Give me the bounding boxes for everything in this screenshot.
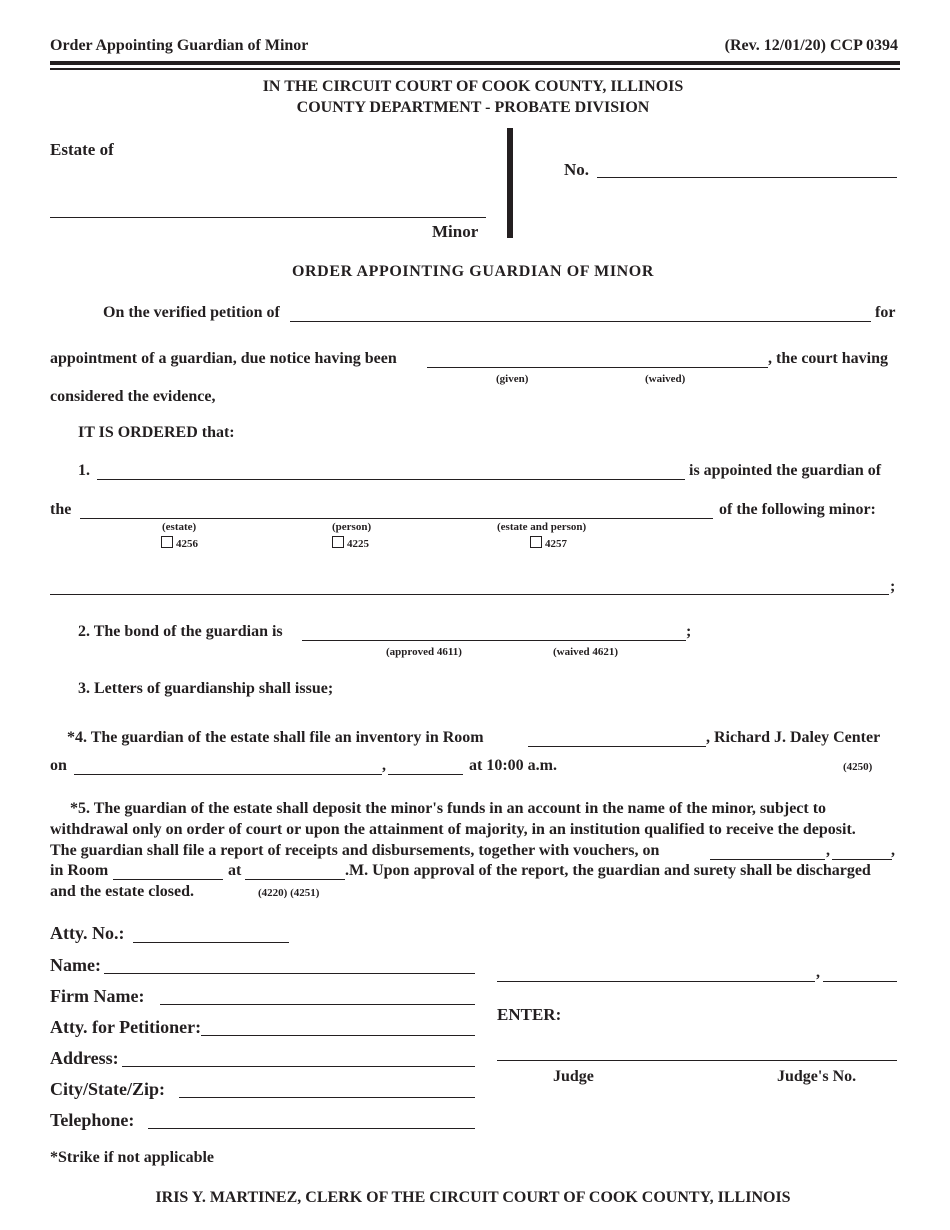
case-number-label: No. <box>564 160 590 179</box>
atty-for-petitioner-label: Atty. for Petitioner: <box>50 1017 202 1037</box>
deposit-line-1: *5. The guardian of the estate shall deposit the minor's funds in an account in the name of the minor, subject to <box>70 800 827 817</box>
waived-option[interactable]: (waived) <box>645 373 686 385</box>
telephone-label: Telephone: <box>50 1110 135 1130</box>
telephone-field[interactable] <box>148 1128 475 1129</box>
report-time-line[interactable] <box>245 879 345 880</box>
option-estate-code: 4256 <box>176 538 198 550</box>
petitioner-line[interactable] <box>290 321 871 322</box>
bond-approved-option[interactable]: (approved 4611) <box>386 646 462 658</box>
option-person-label: (person) <box>332 521 372 533</box>
atty-no-label: Atty. No.: <box>50 923 125 943</box>
inventory-code: (4250) <box>843 761 873 773</box>
option-estate-label: (estate) <box>162 521 197 533</box>
bond-waived-option[interactable]: (waived 4621) <box>553 646 619 658</box>
report-comma-1: , <box>826 842 830 859</box>
deposit-line-3: The guardian shall file a report of receipts and disbursements, together with vouchers, on <box>50 842 660 859</box>
given-option[interactable]: (given) <box>496 373 529 385</box>
option-estate-checkbox[interactable] <box>161 536 198 550</box>
address-label: Address: <box>50 1048 119 1068</box>
report-comma-2: , <box>891 842 895 859</box>
court-department: COUNTY DEPARTMENT - PROBATE DIVISION <box>296 99 650 116</box>
item1-semicolon: ; <box>890 578 896 595</box>
notice-line[interactable] <box>427 367 768 368</box>
form-title: Order Appointing Guardian of Minor <box>50 37 309 54</box>
option-estate-person-code: 4257 <box>545 538 567 550</box>
order-title: ORDER APPOINTING GUARDIAN OF MINOR <box>291 263 655 280</box>
petition-suffix: for <box>875 304 896 321</box>
inventory-comma: , <box>382 757 386 774</box>
ordered-text: IT IS ORDERED that: <box>78 424 235 441</box>
bond-text: 2. The bond of the guardian is <box>78 623 283 640</box>
firm-name-label: Firm Name: <box>50 986 145 1006</box>
option-estate-person-label: (estate and person) <box>497 521 587 533</box>
minor-name-line[interactable] <box>50 217 486 218</box>
minor-line[interactable] <box>50 594 889 595</box>
city-state-zip-field[interactable] <box>179 1097 475 1098</box>
entry-date-line[interactable] <box>497 981 815 982</box>
option-estate-person-checkbox[interactable] <box>530 536 567 550</box>
petition-prefix: On the verified petition of <box>103 304 280 321</box>
minor-label: Minor <box>432 222 479 241</box>
appointed-text: is appointed the guardian of <box>689 462 882 479</box>
enter-label: ENTER: <box>497 1005 562 1024</box>
judge-label: Judge <box>553 1068 594 1085</box>
report-codes: (4220) (4251) <box>258 887 320 899</box>
clerk-footer: IRIS Y. MARTINEZ, CLERK OF THE CIRCUIT COURT OF COOK COUNTY, ILLINOIS <box>155 1189 791 1206</box>
judge-number-label: Judge's No. <box>777 1068 857 1085</box>
option-person-code: 4225 <box>347 538 369 550</box>
notice-prefix: appointment of a guardian, due notice having been <box>50 350 397 367</box>
the-text: the <box>50 501 72 518</box>
considered-text: considered the evidence, <box>50 388 216 405</box>
header-rule-thin <box>50 68 900 70</box>
letters-text: 3. Letters of guardianship shall issue; <box>78 680 334 697</box>
name-label: Name: <box>50 955 101 975</box>
item1-number: 1. <box>78 462 90 479</box>
report-date-line[interactable] <box>710 859 825 860</box>
atty-for-petitioner-field[interactable] <box>201 1035 475 1036</box>
firm-name-field[interactable] <box>160 1004 475 1005</box>
option-person-checkbox[interactable] <box>332 536 369 550</box>
on-text: on <box>50 757 67 774</box>
bond-line[interactable] <box>302 640 686 641</box>
estate-of-label: Estate of <box>50 140 114 159</box>
guardianship-type-line[interactable] <box>80 518 713 519</box>
inventory-text: *4. The guardian of the estate shall file an inventory in Room <box>67 729 484 746</box>
atty-no-field[interactable] <box>133 942 289 943</box>
estate-closed-text: and the estate closed. <box>50 883 194 900</box>
judge-signature-line[interactable] <box>497 1060 897 1061</box>
caption-divider <box>507 128 513 238</box>
report-room-line[interactable] <box>113 879 223 880</box>
address-field[interactable] <box>122 1066 475 1067</box>
bond-semicolon: ; <box>686 623 692 640</box>
inventory-year-line[interactable] <box>388 774 463 775</box>
court-name: IN THE CIRCUIT COURT OF COOK COUNTY, ILLINOIS <box>262 78 684 95</box>
at-text: at <box>228 862 242 879</box>
entry-year-line[interactable] <box>823 981 897 982</box>
report-year-line[interactable] <box>832 859 892 860</box>
checkbox-icon[interactable] <box>161 536 173 548</box>
following-minor-text: of the following minor: <box>719 501 876 518</box>
case-number-line[interactable] <box>597 177 897 178</box>
approval-text: .M. Upon approval of the report, the guardian and surety shall be discharged <box>345 862 871 879</box>
inventory-room-line[interactable] <box>528 746 706 747</box>
guardian-name-line[interactable] <box>97 479 685 480</box>
checkbox-icon[interactable] <box>530 536 542 548</box>
name-field[interactable] <box>104 973 475 974</box>
inventory-date-line[interactable] <box>74 774 382 775</box>
checkbox-icon[interactable] <box>332 536 344 548</box>
inventory-time: at 10:00 a.m. <box>469 757 557 774</box>
strike-footnote: *Strike if not applicable <box>50 1149 215 1166</box>
revision-code: (Rev. 12/01/20) CCP 0394 <box>724 37 898 54</box>
entry-comma: , <box>816 964 820 981</box>
notice-suffix: , the court having <box>768 350 888 367</box>
deposit-line-2: withdrawal only on order of court or upon the attainment of majority, in an institution qualified to receive the deposit. <box>50 821 856 838</box>
city-state-zip-label: City/State/Zip: <box>50 1079 165 1099</box>
daley-center-text: , Richard J. Daley Center <box>706 729 881 746</box>
header-rule-thick <box>50 61 900 65</box>
in-room-text: in Room <box>50 862 109 879</box>
